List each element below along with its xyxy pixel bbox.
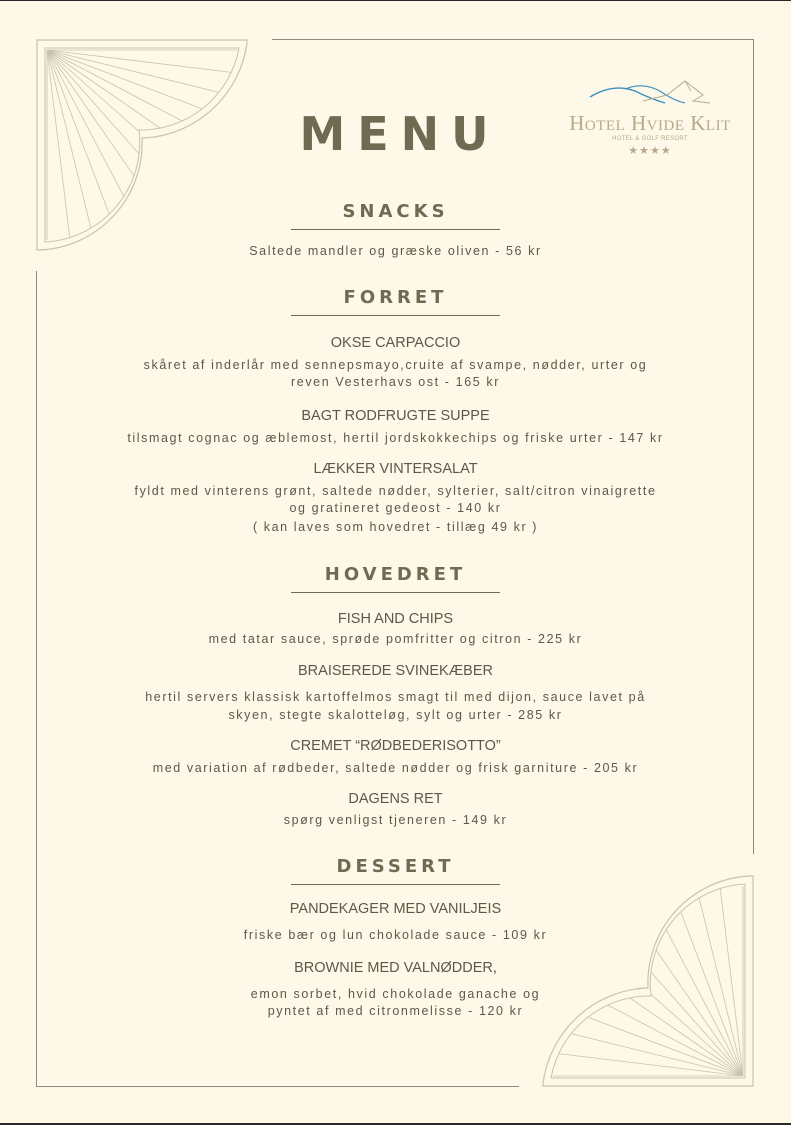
section-title-dessert: DESSERT <box>336 856 455 877</box>
dish-description: tilsmagt cognac og æblemost, hertil jordskokkechips og friske urter - 147 kr <box>127 431 664 445</box>
fan-ray <box>47 50 231 95</box>
frame-bottom-line <box>36 1086 519 1087</box>
logo-wave-icon <box>585 77 735 109</box>
dish-description: og gratineret gedeost - 140 kr <box>289 501 502 515</box>
dish-name: BROWNIE MED VALNØDDER, <box>294 960 497 976</box>
dish-name: BRAISEREDE SVINEKÆBER <box>298 663 493 679</box>
fan-ray <box>47 50 114 228</box>
dish-description: friske bær og lun chokolade sauce - 109 kr <box>243 928 548 942</box>
frame-right-line <box>753 39 754 854</box>
dish-description: med variation af rødbeder, saltede nødder og frisk garniture - 205 kr <box>152 761 639 775</box>
hotel-logo <box>560 77 740 167</box>
dish-description: Saltede mandler og græske oliven - 56 kr <box>249 244 542 258</box>
dish-name: BAGT RODFRUGTE SUPPE <box>301 408 490 424</box>
dish-description: fyldt med vinterens grønt, saltede nødder, sylterier, salt/citron vinaigrette <box>134 484 657 498</box>
section-rule <box>291 592 500 593</box>
frame-top-line <box>272 39 753 40</box>
dish-description: emon sorbet, hvid chokolade ganache og <box>250 987 541 1001</box>
logo-stars: ★★★★ <box>628 144 672 157</box>
section-title-snacks: SNACKS <box>342 201 449 222</box>
dish-description: ( kan laves som hovedret - tillæg 49 kr ) <box>252 520 539 534</box>
dish-name: PANDEKAGER MED VANILJEIS <box>289 901 502 917</box>
menu-page <box>0 1 791 1123</box>
dish-name: LÆKKER VINTERSALAT <box>313 461 478 477</box>
logo-subtitle: HOTEL & GOLF RESORT <box>612 136 688 142</box>
dish-description: pyntet af med citronmelisse - 120 kr <box>267 1004 524 1018</box>
dish-name: DAGENS RET <box>348 791 443 807</box>
logo-name: Hotel Hvide Klit <box>569 111 731 135</box>
menu-title: MENU <box>299 107 501 161</box>
fan-ray <box>47 50 225 117</box>
dish-name: CREMET “RØDBEDERISOTTO” <box>290 738 501 754</box>
dish-description: skyen, stegte skalotteløg, sylt og urter - 285 kr <box>228 708 563 722</box>
dish-name: FISH AND CHIPS <box>337 611 454 627</box>
fan-ornament-top-left <box>35 38 250 253</box>
fan-ray <box>698 892 743 1076</box>
section-rule <box>291 229 500 230</box>
section-title-hovedret: HOVEDRET <box>324 564 467 585</box>
section-rule <box>291 315 500 316</box>
fan-ray <box>47 50 92 234</box>
section-title-forret: FORRET <box>343 287 448 308</box>
dish-description: med tatar sauce, sprøde pomfritter og citron - 225 kr <box>208 632 583 646</box>
dish-description: hertil servers klassisk kartoffelmos smagt til med dijon, sauce lavet på <box>145 690 646 704</box>
dish-description: skåret af inderlår med sennepsmayo,cruite af svampe, nødder, urter og <box>143 358 648 372</box>
dish-name: OKSE CARPACCIO <box>330 335 461 351</box>
dish-description: reven Vesterhavs ost - 165 kr <box>291 375 500 389</box>
fan-ray <box>559 1031 743 1076</box>
frame-left-line <box>36 271 37 1087</box>
section-rule <box>291 884 500 885</box>
dish-description: spørg venligst tjeneren - 149 kr <box>283 813 508 827</box>
